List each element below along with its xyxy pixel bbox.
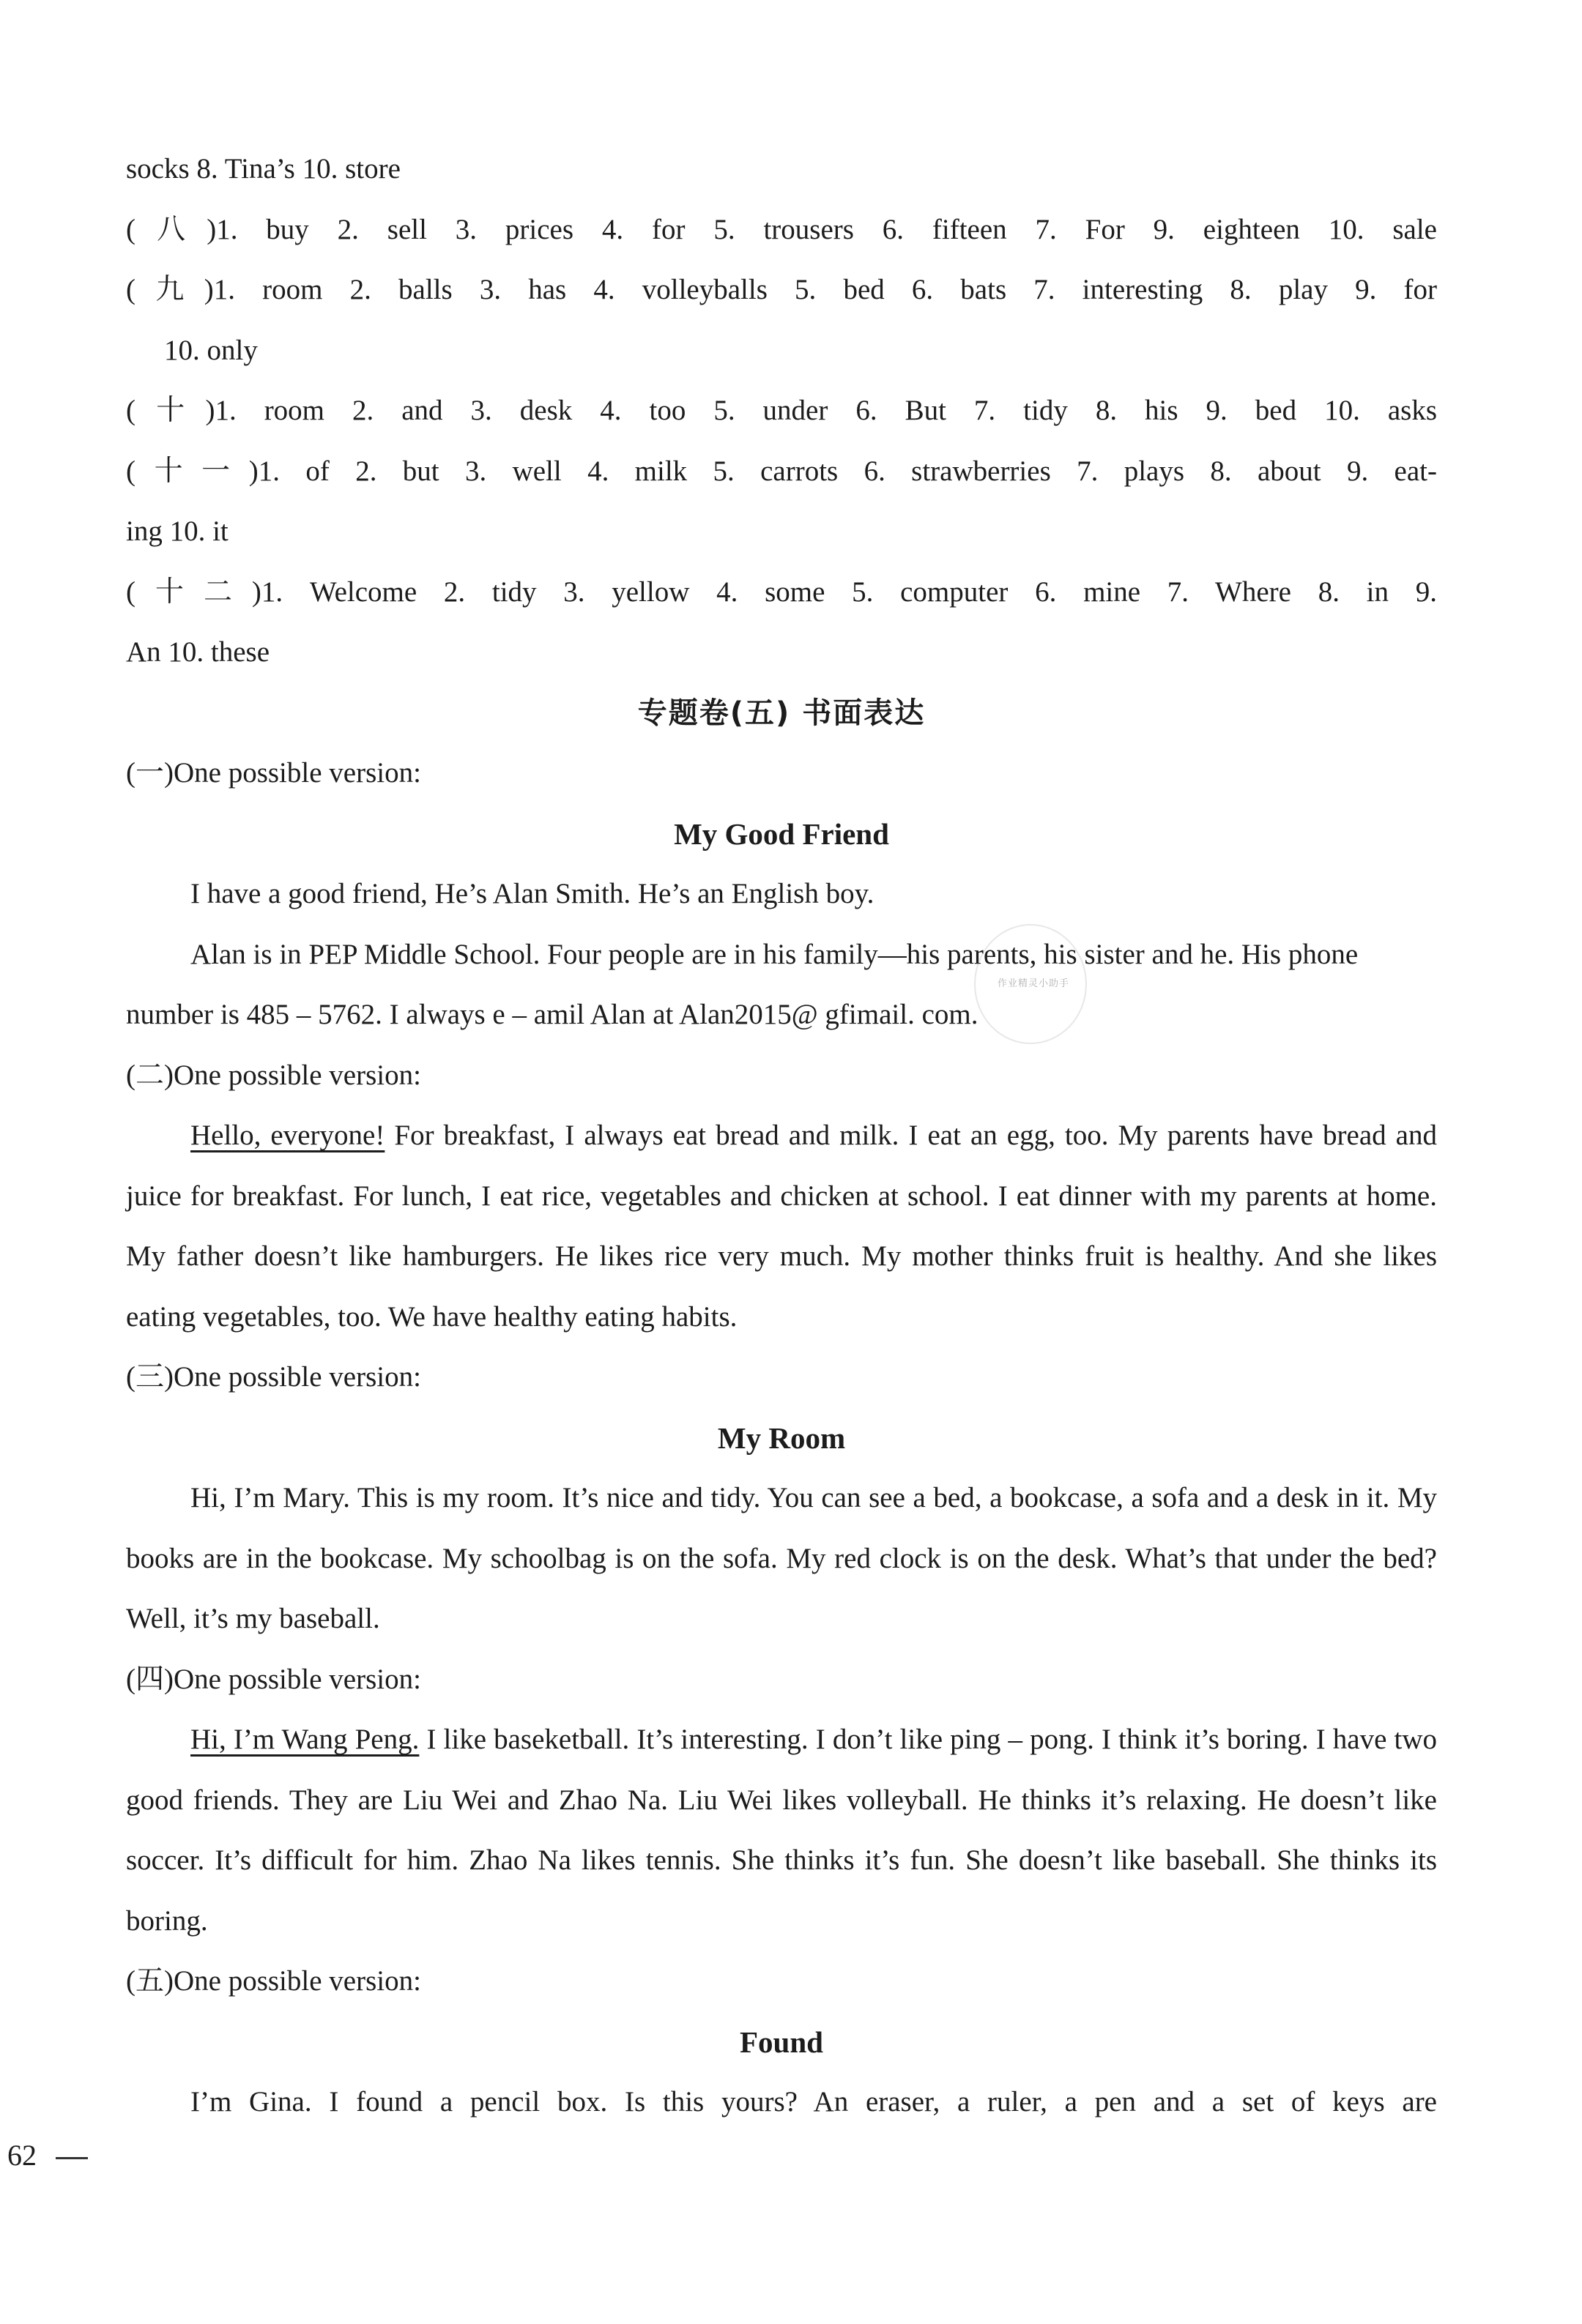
essay-label: (二)One possible version: xyxy=(126,1059,421,1091)
essay-lead: Hi, I’m Wang Peng. xyxy=(190,1724,420,1755)
answer-key xyxy=(126,139,1437,683)
answer-line: socks 8. Tina’s 10. store xyxy=(126,153,401,185)
page-number-rule xyxy=(56,2157,88,2159)
essay-paragraph xyxy=(126,1710,1437,1951)
essay-paragraph: Alan is in PEP Middle School. Four people are in his family—his parents, his sister and he. His phone number is 485 – 5762. I always e – amil Alan at Alan2015@ gfimail. com. xyxy=(126,938,1359,1030)
essay-paragraph: I’m Gina. I found a pencil box. Is this yours? An eraser, a ruler, a pen and a set of keys are xyxy=(190,2086,1437,2118)
essay-1 xyxy=(126,743,1437,1046)
page-content xyxy=(126,139,1437,2133)
essay-lead: Hello, everyone! xyxy=(190,1120,385,1151)
answer-line: 10. only xyxy=(164,334,258,366)
essay-paragraph xyxy=(126,1106,1437,1347)
essay-paragraph: Hi, I’m Mary. This is my room. It’s nice and tidy. You can see a bed, a bookcase, a sofa and a desk in it. My books are in the bookcase. My schoolbag is on the sofa. My red clock is on the desk. What’s that under the bed? Well, it’s my baseball. xyxy=(126,1482,1437,1634)
essay-5 xyxy=(126,1951,1437,2133)
essay-4 xyxy=(126,1650,1437,1952)
answer-line: An 10. these xyxy=(126,636,270,668)
essay-label: (五)One possible version: xyxy=(126,1965,421,1997)
page-number: 62 xyxy=(7,2139,37,2172)
watermark-text: 作业精灵小助手 xyxy=(998,978,1070,989)
essay-label: (四)One possible version: xyxy=(126,1663,421,1695)
answer-line: (八)1. buy 2. sell 3. prices 4. for 5. trousers 6. fifteen 7. For 9. eighteen 10. sale xyxy=(126,213,1437,245)
essay-label: (一)One possible version: xyxy=(126,757,421,789)
essay-3 xyxy=(126,1347,1437,1650)
essay-2 xyxy=(126,1046,1437,1348)
essay-label: (三)One possible version: xyxy=(126,1361,421,1393)
answer-line: (十二)1. Welcome 2. tidy 3. yellow 4. some 5. computer 6. mine 7. Where 8. in 9. xyxy=(126,576,1437,608)
essay-body: For breakfast, I always eat bread and milk. I eat an egg, too. My parents have bread and juice for breakfast. For lunch, I eat rice, vegetables and chicken at school. I eat dinner with my parents at home. My father doesn’t like hamburgers. He likes rice very much. My mother thinks fruit is healthy. And she likes eating vegetables, too. We have healthy eating habits. xyxy=(126,1120,1437,1333)
answer-line: (九)1. room 2. balls 3. has 4. volleyballs 5. bed 6. bats 7. interesting 8. play 9. for xyxy=(126,274,1437,305)
essay-title: My Good Friend xyxy=(674,816,889,851)
essay-body: I like baseketball. It’s interesting. I don’t like ping – pong. I think it’s boring. I have two good friends. They are Liu Wei and Zhao Na. Liu Wei likes volleyball. He thinks it’s relaxing. He doesn’t like soccer. It’s difficult for him. Zhao Na likes tennis. She thinks it’s fun. She doesn’t like baseball. She thinks its boring. xyxy=(126,1724,1437,1937)
essay-paragraph: I have a good friend, He’s Alan Smith. He’s an English boy. xyxy=(190,878,874,909)
essay-title: My Room xyxy=(717,1420,846,1455)
section-heading: 专题卷(五) 书面表达 xyxy=(637,696,926,730)
answer-line: ing 10. it xyxy=(126,515,229,547)
essay-title: Found xyxy=(740,2025,823,2059)
answer-line: (十一)1. of 2. but 3. well 4. milk 5. carrots 6. strawberries 7. plays 8. about 9. eat- xyxy=(126,455,1437,487)
answer-line: (十)1. room 2. and 3. desk 4. too 5. under 6. But 7. tidy 8. his 9. bed 10. asks xyxy=(126,395,1437,426)
